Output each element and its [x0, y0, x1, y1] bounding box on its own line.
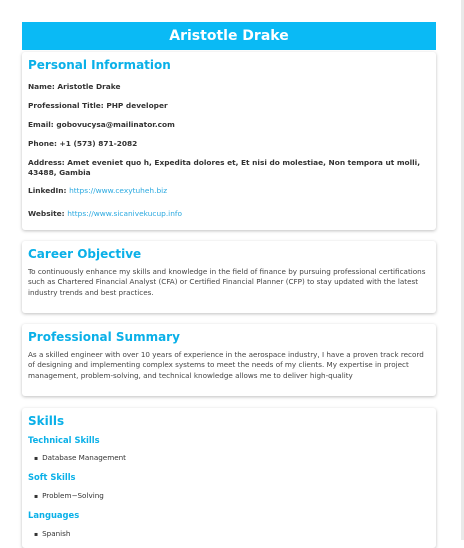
info-website: [28, 209, 182, 219]
linkedin-link[interactable]: https://www.cexytuheh.biz: [69, 186, 168, 195]
info-email: Email: gobovucysa@mailinator.com: [28, 120, 175, 129]
technical-skill-item: ▪ Database Management: [28, 453, 126, 462]
linkedin-label: LinkedIn:: [28, 186, 67, 195]
soft-skills-title: Soft Skills: [28, 472, 76, 482]
info-professional-title: Professional Title: PHP developer: [28, 101, 168, 110]
section-title-personal: Personal Information: [28, 58, 171, 72]
info-name: Name: Aristotle Drake: [28, 82, 121, 91]
info-address: Address: Amet eveniet quo h, Expedita dolores et, Et nisi do molestiae, Non tempora ut molli, 43488, Gambia: [28, 158, 421, 177]
professional-summary-text: As a skilled engineer with over 10 years of experience in the aerospace industry, I have a proven track record of designing and implementing complex systems to meet the needs of my clients. My expertise in project management, problem-solving, and technical knowledge allows me to deliver high-quality: [28, 350, 424, 380]
career-objective-section: [22, 241, 436, 313]
section-title-summary: Professional Summary: [28, 330, 180, 344]
skills-section: [22, 408, 436, 548]
resume-header: [22, 22, 436, 50]
website-label: Website:: [28, 209, 65, 218]
section-title-skills: Skills: [28, 414, 65, 428]
info-phone: Phone: +1 (573) 871-2082: [28, 139, 138, 148]
personal-info-section: [22, 52, 436, 230]
soft-skill-item: ▪ Problem−Solving: [28, 491, 104, 500]
career-objective-text: To continuously enhance my skills and knowledge in the field of finance by pursuing professional certifications such as Chartered Financial Analyst (CFA) or Certified Financial Planner (CFP) to stay updated with the latest industry trends and best practices.: [28, 267, 426, 297]
website-link[interactable]: https://www.sicanivekucup.info: [67, 209, 183, 218]
language-item: ▪ Spanish: [28, 529, 70, 538]
info-linkedin: [28, 186, 167, 196]
languages-title: Languages: [28, 510, 80, 520]
section-title-career: Career Objective: [28, 247, 142, 261]
professional-summary-section: [22, 324, 436, 396]
candidate-name: Aristotle Drake: [169, 28, 289, 44]
technical-skills-title: Technical Skills: [28, 435, 100, 445]
